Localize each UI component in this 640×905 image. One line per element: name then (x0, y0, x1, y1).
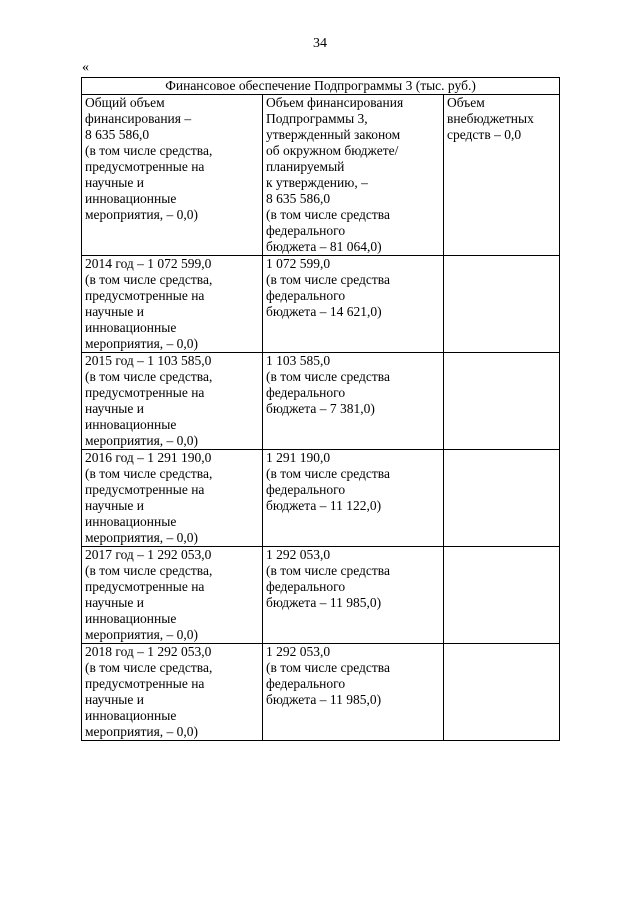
table-header-row (82, 95, 560, 256)
header-budget-financing: Объем финансирования Подпрограммы 3, утвержденный законом об окружном бюджете/ планируемый к утверждению, – 8 635 586,0 (в том числе средства федерального бюджета – 81 064,0) (263, 95, 444, 256)
table-row (82, 256, 560, 353)
header-total-financing: Общий объем финансирования – 8 635 586,0 (в том числе средства, предусмотренные на научные и инновационные мероприятия, – 0,0) (82, 95, 263, 256)
table-row (82, 353, 560, 450)
table-row (82, 644, 560, 741)
year-budget-cell: 1 292 053,0 (в том числе средства федерального бюджета – 11 985,0) (263, 547, 444, 644)
year-total-cell: 2016 год – 1 291 190,0 (в том числе средства, предусмотренные на научные и инновационные мероприятия, – 0,0) (82, 450, 263, 547)
open-quote-mark: « (82, 60, 89, 75)
year-budget-cell: 1 291 190,0 (в том числе средства федерального бюджета – 11 122,0) (263, 450, 444, 547)
year-total-cell: 2017 год – 1 292 053,0 (в том числе средства, предусмотренные на научные и инновационные мероприятия, – 0,0) (82, 547, 263, 644)
financing-table (81, 77, 560, 741)
year-total-cell: 2014 год – 1 072 599,0 (в том числе средства, предусмотренные на научные и инновационные мероприятия, – 0,0) (82, 256, 263, 353)
year-total-cell: 2018 год – 1 292 053,0 (в том числе средства, предусмотренные на научные и инновационные мероприятия, – 0,0) (82, 644, 263, 741)
year-extra-cell (444, 353, 560, 450)
year-total-cell: 2015 год – 1 103 585,0 (в том числе средства, предусмотренные на научные и инновационные мероприятия, – 0,0) (82, 353, 263, 450)
year-budget-cell: 1 072 599,0 (в том числе средства федерального бюджета – 14 621,0) (263, 256, 444, 353)
table-row (82, 547, 560, 644)
year-extra-cell (444, 644, 560, 741)
year-budget-cell: 1 103 585,0 (в том числе средства федерального бюджета – 7 381,0) (263, 353, 444, 450)
table-title: Финансовое обеспечение Подпрограммы 3 (тыс. руб.) (82, 78, 560, 95)
table-row (82, 450, 560, 547)
header-extrabudgetary: Объем внебюджетных средств – 0,0 (444, 95, 560, 256)
year-budget-cell: 1 292 053,0 (в том числе средства федерального бюджета – 11 985,0) (263, 644, 444, 741)
year-extra-cell (444, 547, 560, 644)
year-extra-cell (444, 256, 560, 353)
page-number: 34 (313, 36, 327, 51)
year-extra-cell (444, 450, 560, 547)
table-title-row (82, 78, 560, 95)
